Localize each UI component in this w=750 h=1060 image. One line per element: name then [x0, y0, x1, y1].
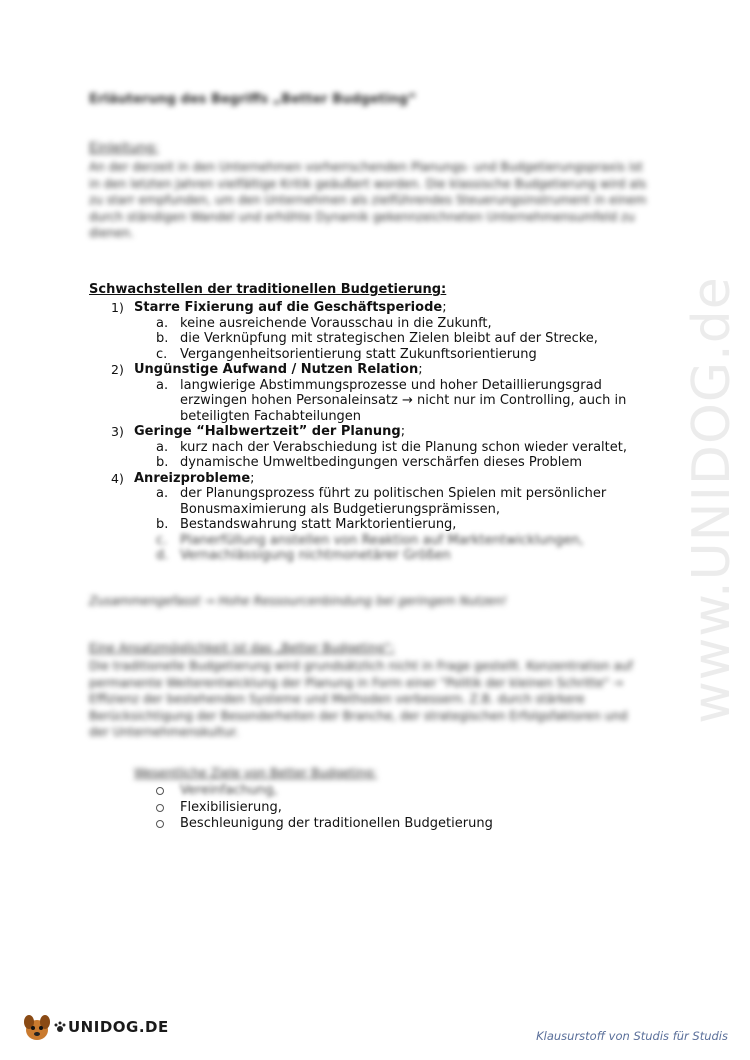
item-label: Starre Fixierung auf die Geschäftsperiode [134, 300, 443, 315]
sub-letter: b. [156, 331, 169, 346]
summary-line: Zusammengefasst → Hohe Ressourcenbindung bei geringem Nutzen! [89, 594, 507, 608]
goal-item [134, 800, 493, 817]
logo-text: UNIDOG.DE [68, 1018, 169, 1036]
sub-letter: d. [156, 548, 169, 563]
item-number: 2) [111, 362, 124, 377]
item-suffix: ; [400, 424, 406, 439]
approach-heading: Eine Ansatzmöglichkeit ist das „Better Budgeting“: [89, 641, 395, 655]
sub-letter: c. [156, 346, 168, 362]
bullet-icon [156, 820, 164, 828]
sub-text: Vernachlässigung nichtmonetärer Größen [180, 548, 451, 563]
document-title: Erläuterung des Begriffs „Better Budgeting“ [89, 92, 417, 107]
unidog-logo [20, 1010, 169, 1044]
intro-heading: Einleitung: [89, 141, 159, 156]
sub-letter: b. [156, 455, 169, 470]
sub-item [89, 533, 669, 549]
bullet-icon [156, 787, 164, 795]
paw-icon [54, 1021, 66, 1033]
sub-text: die Verknüpfung mit strategischen Zielen bleibt auf der Strecke, [180, 331, 598, 346]
sub-item [89, 347, 669, 363]
sub-letter: a. [156, 315, 169, 331]
item-number: 1) [111, 300, 124, 315]
sub-item [89, 517, 669, 533]
sub-text: Bestandswahrung statt Marktorientierung, [180, 517, 457, 532]
sub-letter: a. [156, 377, 169, 393]
weakness-item [89, 300, 669, 316]
item-suffix: ; [442, 300, 447, 315]
item-number: 3) [111, 424, 124, 439]
approach-paragraph: Die traditionelle Budgetierung wird grundsätzlich nicht in Frage gestellt. Konzentration auf permanente Weiterentwicklung der Planung in Form einer "Politik der kleinen Schritte" → Effizienz der bestehenden Systeme und Methoden verbessern. Z.B. durch stärkere Berücksichtigung der Besonderheiten der Branche, der strategischen Erfolgsfaktoren und der Unternehmenskultur. [89, 659, 633, 739]
bullet-icon [156, 804, 164, 812]
sub-text: kurz nach der Verabschiedung ist die Planung schon wieder veraltet, [180, 439, 627, 455]
item-label: Ungünstige Aufwand / Nutzen Relation [134, 362, 419, 377]
intro-paragraph: An der derzeit in den Unternehmen vorherrschenden Planungs- und Budgetierungspraxis ist in den letzten Jahren vielfältige Kritik geäußert worden. Die klassische Budgetierung wird als zu starr empfunden, um den Unternehmen als zielführendes Steuerungsinstrument in einem durch ständigen Wandel und erhöhte Dynamik gekennzeichneten Unternehmensumfeld zu dienen. [89, 160, 647, 240]
sub-text: Vergangenheitsorientierung statt Zukunftsorientierung [180, 346, 537, 362]
dog-icon [20, 1010, 54, 1044]
sub-text: Planerfüllung anstellen von Reaktion auf Marktentwicklungen, [180, 532, 584, 548]
sub-text: der Planungsprozess führt zu politischen Spielen mit persönlicher Bonusmaximierung als Budgetierungsprämissen, [180, 486, 607, 517]
weakness-item [89, 471, 669, 487]
goal-text: Vereinfachung, [180, 783, 278, 798]
sub-text: langwierige Abstimmungsprozesse und hoher Detaillierungsgrad erzwingen hohen Personaleinsatz → nicht nur im Controlling, auch in beteiligten Fachabteilungen [180, 377, 627, 424]
goal-item [134, 816, 493, 833]
sub-text: dynamische Umweltbedingungen verschärfen dieses Problem [180, 455, 583, 470]
item-number: 4) [111, 470, 124, 486]
item-label: Geringe “Halbwertzeit” der Planung [134, 424, 401, 439]
sub-item [89, 455, 669, 471]
sub-item [89, 486, 669, 517]
weaknesses-heading: Schwachstellen der traditionellen Budgetierung: [89, 282, 447, 297]
footer-tagline: Klausurstoff von Studis für Studis [536, 1029, 728, 1043]
weaknesses-list [89, 300, 669, 564]
sub-item [89, 378, 669, 425]
watermark: www.UNIDOG.de [682, 276, 742, 724]
sub-letter: b. [156, 517, 169, 532]
weakness-item [89, 424, 669, 440]
sub-text: keine ausreichende Vorausschau in die Zukunft, [180, 315, 492, 331]
sub-item [89, 316, 669, 332]
weakness-item [89, 362, 669, 378]
sub-letter: a. [156, 486, 169, 501]
sub-letter: a. [156, 439, 169, 455]
sub-item [89, 548, 669, 564]
goals-list [134, 783, 493, 833]
goal-text: Beschleunigung der traditionellen Budgetierung [180, 816, 493, 831]
goal-item [134, 783, 493, 800]
item-label: Anreizprobleme [134, 470, 251, 486]
sub-item [89, 440, 669, 456]
item-suffix: ; [418, 362, 423, 377]
goals-heading: Wesentliche Ziele von Better Budgeting: [134, 766, 377, 780]
sub-letter: c. [156, 532, 168, 548]
sub-item [89, 331, 669, 347]
item-suffix: ; [250, 470, 255, 486]
goal-text: Flexibilisierung, [180, 799, 282, 815]
